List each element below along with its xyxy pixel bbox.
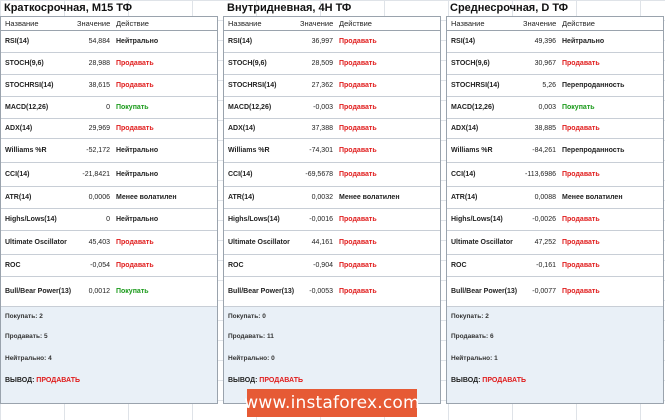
indicator-value: -113,6986: [524, 171, 556, 178]
indicator-name: MACD(12,26): [451, 104, 495, 111]
indicator-action: Покупать: [116, 104, 149, 111]
panel-title: Внутридневная, 4H ТФ: [227, 2, 352, 14]
indicator-action: Продавать: [339, 239, 377, 246]
table-header: [447, 17, 663, 31]
panel-short-term: [0, 0, 218, 410]
indicator-name: MACD(12,26): [228, 104, 272, 111]
indicator-action: Продавать: [116, 262, 154, 269]
table-row: [1, 209, 217, 231]
indicator-name: CCI(14): [228, 171, 253, 178]
indicator-name: Highs/Lows(14): [5, 216, 57, 223]
indicator-action: Продавать: [562, 60, 600, 67]
indicator-value: 0: [106, 216, 110, 223]
panel-title: Среднесрочная, D ТФ: [450, 2, 569, 14]
indicator-action: Продавать: [339, 82, 377, 89]
indicator-action: Продавать: [116, 82, 154, 89]
indicator-action: Продавать: [116, 239, 154, 246]
table-row: [224, 231, 440, 255]
indicator-value: 0,0088: [534, 194, 556, 201]
indicator-action: Нейтрально: [562, 38, 605, 45]
table-row: [224, 255, 440, 277]
indicator-action: Продавать: [339, 60, 377, 67]
header-action: Действие: [339, 19, 372, 28]
table-row: [224, 31, 440, 53]
table-header: [1, 17, 217, 31]
indicator-action: Продавать: [339, 147, 377, 154]
summary-neutral-count: Нейтрально: 4: [5, 355, 52, 362]
indicator-name: CCI(14): [451, 171, 476, 178]
indicator-action: Продавать: [562, 239, 600, 246]
indicator-name: Ultimate Oscillator: [451, 239, 513, 246]
indicator-value: 49,396: [534, 38, 556, 45]
table-row: [447, 31, 663, 53]
indicator-action: Менее волатилен: [116, 194, 177, 201]
indicator-value: 0: [106, 104, 110, 111]
table-row: [1, 75, 217, 97]
indicator-name: Highs/Lows(14): [228, 216, 280, 223]
table-row: [1, 139, 217, 163]
header-name: Название: [451, 19, 485, 28]
table-row: [1, 231, 217, 255]
table-row: [224, 163, 440, 187]
table-row: [224, 209, 440, 231]
table-row: [447, 53, 663, 75]
summary-sell-count: Продавать: 5: [5, 333, 48, 340]
verdict: [451, 377, 526, 384]
indicator-action: Продавать: [562, 125, 600, 132]
table-row: [447, 97, 663, 119]
table-row: [224, 277, 440, 307]
panel-title: Краткосрочная, M15 ТФ: [4, 2, 132, 14]
indicator-value: 0,0032: [311, 194, 333, 201]
indicator-value: -0,904: [313, 262, 333, 269]
panel-intraday: [223, 0, 441, 410]
indicator-name: ADX(14): [228, 125, 256, 132]
summary-buy-count: Покупать: 2: [451, 313, 489, 320]
indicator-action: Продавать: [116, 60, 154, 67]
indicator-value: 28,509: [311, 60, 333, 67]
indicator-name: Ultimate Oscillator: [5, 239, 67, 246]
indicator-action: Нейтрально: [116, 147, 159, 154]
indicator-table: [0, 16, 218, 404]
indicator-name: STOCH(9,6): [5, 60, 44, 67]
indicator-name: ADX(14): [5, 125, 33, 132]
indicator-name: Ultimate Oscillator: [228, 239, 290, 246]
indicator-name: Williams %R: [451, 147, 493, 154]
indicator-action: Продавать: [562, 262, 600, 269]
table-row: [224, 53, 440, 75]
indicator-value: 0,0012: [88, 288, 110, 295]
indicator-value: -0,0077: [532, 288, 556, 295]
indicator-value: 5,26: [542, 82, 556, 89]
indicator-name: RSI(14): [5, 38, 30, 45]
indicator-action: Продавать: [339, 38, 377, 45]
indicator-value: -69,5678: [305, 171, 333, 178]
indicator-name: MACD(12,26): [5, 104, 49, 111]
indicator-value: 29,969: [88, 125, 110, 132]
header-value: Значение: [77, 19, 111, 28]
table-row: [224, 187, 440, 209]
indicator-name: Williams %R: [228, 147, 270, 154]
indicator-value: -21,8421: [82, 171, 110, 178]
indicator-name: Bull/Bear Power(13): [228, 288, 295, 295]
indicator-value: 0,0006: [88, 194, 110, 201]
indicator-value: 54,884: [88, 38, 110, 45]
indicator-name: Bull/Bear Power(13): [451, 288, 518, 295]
indicator-value: -84,261: [532, 147, 556, 154]
indicator-value: -0,0053: [309, 288, 333, 295]
summary-block: [447, 307, 663, 403]
indicator-name: ATR(14): [228, 194, 255, 201]
indicator-value: 38,615: [88, 82, 110, 89]
indicator-name: ROC: [5, 262, 21, 269]
watermark-banner: www.instaforex.com: [247, 389, 417, 417]
indicator-value: -0,161: [536, 262, 556, 269]
indicator-value: 45,403: [88, 239, 110, 246]
verdict-value: ПРОДАВАТЬ: [482, 377, 527, 384]
indicator-name: STOCH(9,6): [451, 60, 490, 67]
indicator-action: Продавать: [339, 125, 377, 132]
table-row: [447, 255, 663, 277]
table-row: [447, 209, 663, 231]
indicator-action: Нейтрально: [116, 171, 159, 178]
table-row: [1, 97, 217, 119]
table-row: [224, 75, 440, 97]
indicator-action: Продавать: [339, 171, 377, 178]
table-row: [447, 119, 663, 139]
indicator-name: RSI(14): [451, 38, 476, 45]
header-value: Значение: [300, 19, 334, 28]
verdict-label: ВЫВОД:: [228, 377, 258, 384]
indicator-action: Покупать: [562, 104, 595, 111]
indicator-action: Продавать: [339, 288, 377, 295]
header-value: Значение: [523, 19, 557, 28]
indicator-action: Перепроданность: [562, 82, 625, 89]
table-row: [1, 163, 217, 187]
header-name: Название: [5, 19, 39, 28]
indicator-action: Продавать: [116, 125, 154, 132]
table-row: [1, 187, 217, 209]
header-action: Действие: [116, 19, 149, 28]
table-row: [447, 187, 663, 209]
indicator-name: STOCHRSI(14): [5, 82, 54, 89]
indicator-name: Bull/Bear Power(13): [5, 288, 72, 295]
indicator-name: ADX(14): [451, 125, 479, 132]
indicator-name: ATR(14): [5, 194, 32, 201]
indicator-action: Продавать: [339, 104, 377, 111]
table-row: [1, 255, 217, 277]
verdict: [228, 377, 303, 384]
indicator-action: Продавать: [339, 216, 377, 223]
indicator-action: Продавать: [562, 288, 600, 295]
indicator-name: CCI(14): [5, 171, 30, 178]
indicator-name: Highs/Lows(14): [451, 216, 503, 223]
indicator-name: Williams %R: [5, 147, 47, 154]
indicator-action: Перепроданность: [562, 147, 625, 154]
table-row: [447, 139, 663, 163]
indicator-value: -52,172: [86, 147, 110, 154]
indicator-action: Продавать: [562, 171, 600, 178]
indicator-action: Нейтрально: [116, 38, 159, 45]
table-row: [447, 75, 663, 97]
table-row: [224, 119, 440, 139]
summary-buy-count: Покупать: 2: [5, 313, 43, 320]
indicator-name: STOCHRSI(14): [228, 82, 277, 89]
verdict: [5, 377, 80, 384]
indicator-name: ATR(14): [451, 194, 478, 201]
table-header: [224, 17, 440, 31]
indicator-name: STOCHRSI(14): [451, 82, 500, 89]
indicator-value: -74,301: [309, 147, 333, 154]
indicator-action: Покупать: [116, 288, 149, 295]
indicator-table: [446, 16, 664, 404]
indicator-value: -0,0016: [309, 216, 333, 223]
table-row: [447, 163, 663, 187]
indicator-name: STOCH(9,6): [228, 60, 267, 67]
table-row: [1, 119, 217, 139]
table-row: [1, 53, 217, 75]
indicator-action: Продавать: [339, 262, 377, 269]
table-row: [224, 139, 440, 163]
verdict-label: ВЫВОД:: [5, 377, 35, 384]
indicator-value: 47,252: [534, 239, 556, 246]
indicator-value: 30,967: [534, 60, 556, 67]
table-row: [1, 277, 217, 307]
indicator-name: ROC: [451, 262, 467, 269]
summary-sell-count: Продавать: 11: [228, 333, 274, 340]
summary-neutral-count: Нейтрально: 0: [228, 355, 275, 362]
indicator-value: 27,362: [311, 82, 333, 89]
indicator-name: ROC: [228, 262, 244, 269]
table-row: [447, 231, 663, 255]
summary-neutral-count: Нейтрально: 1: [451, 355, 498, 362]
indicator-value: 38,885: [534, 125, 556, 132]
indicator-action: Продавать: [562, 216, 600, 223]
verdict-value: ПРОДАВАТЬ: [36, 377, 81, 384]
summary-sell-count: Продавать: 6: [451, 333, 494, 340]
indicator-action: Менее волатилен: [339, 194, 400, 201]
indicator-value: 36,997: [311, 38, 333, 45]
indicator-action: Нейтрально: [116, 216, 159, 223]
indicator-name: RSI(14): [228, 38, 253, 45]
indicator-value: 44,161: [311, 239, 333, 246]
table-row: [224, 97, 440, 119]
indicator-value: -0,0026: [532, 216, 556, 223]
indicator-value: -0,003: [313, 104, 333, 111]
indicator-table: [223, 16, 441, 404]
indicator-value: 37,388: [311, 125, 333, 132]
verdict-value: ПРОДАВАТЬ: [259, 377, 304, 384]
summary-block: [1, 307, 217, 403]
header-action: Действие: [562, 19, 595, 28]
indicator-value: 0,003: [538, 104, 556, 111]
summary-buy-count: Покупать: 0: [228, 313, 266, 320]
indicator-value: 28,988: [88, 60, 110, 67]
table-row: [1, 31, 217, 53]
panel-medium-term: [446, 0, 664, 410]
indicator-action: Менее волатилен: [562, 194, 623, 201]
header-name: Название: [228, 19, 262, 28]
table-row: [447, 277, 663, 307]
verdict-label: ВЫВОД:: [451, 377, 481, 384]
indicator-value: -0,054: [90, 262, 110, 269]
